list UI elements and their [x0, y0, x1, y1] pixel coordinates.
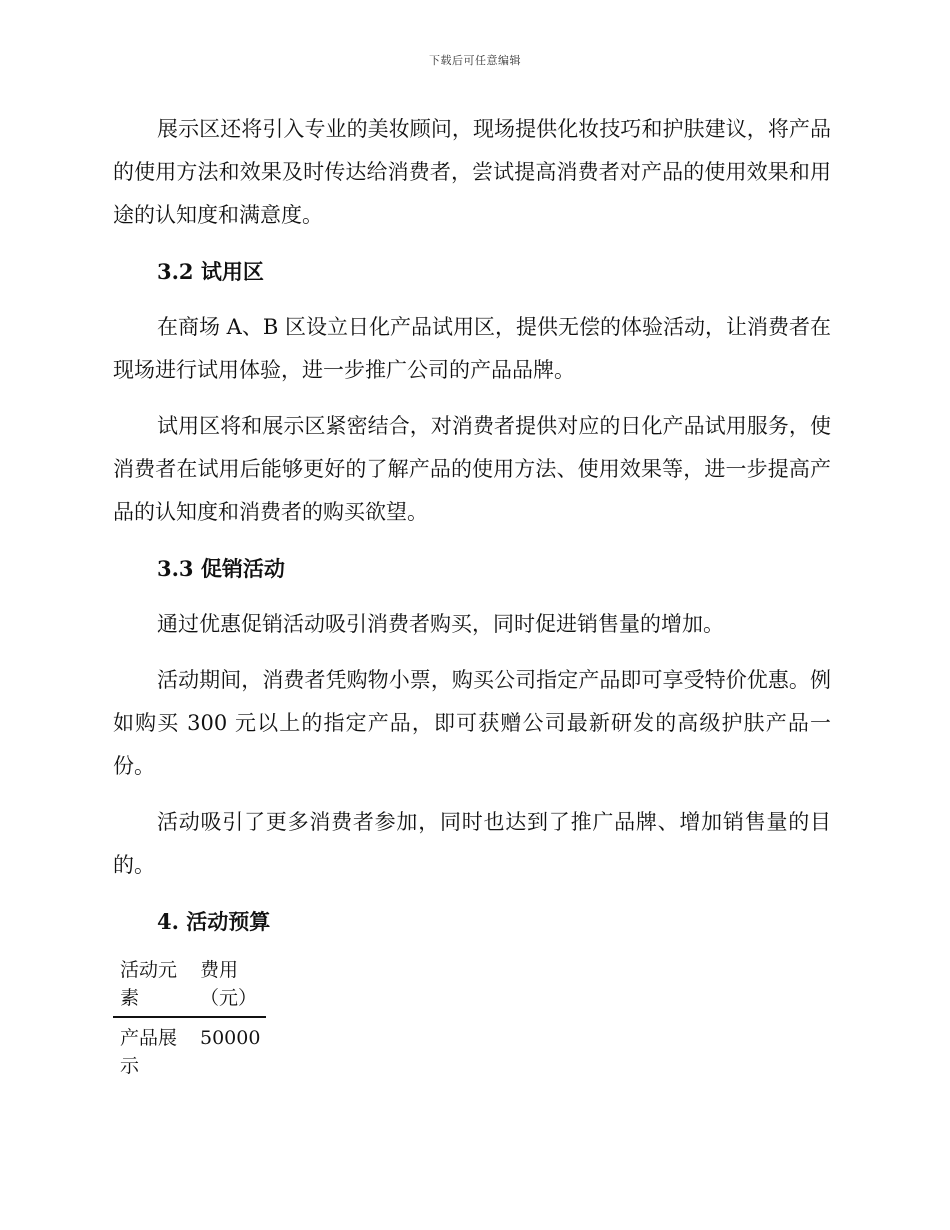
section-heading-budget: 4. 活动预算: [157, 909, 271, 934]
budget-table-header-row: [113, 956, 266, 1017]
table-row: [113, 1017, 266, 1080]
budget-header-cost: 费用（元）: [193, 956, 266, 1017]
paragraph-trial-service: 试用区将和展示区紧密结合，对消费者提供对应的日化产品试用服务，使消费者在试用后能够更好的了解产品的使用方法、使用效果等，进一步提高产品的认知度和消费者的购买欲望。: [113, 414, 831, 524]
paragraph-promotion-details: 活动期间，消费者凭购物小票，购买公司指定产品即可享受特价优惠。例如购买 300 元以上的指定产品，即可获赠公司最新研发的高级护肤产品一份。: [113, 668, 831, 778]
paragraph-trial-setup: 在商场 A、B 区设立日化产品试用区，提供无偿的体验活动，让消费者在现场进行试用体验，进一步推广公司的产品品牌。: [113, 315, 831, 382]
budget-header-element: 活动元素: [113, 956, 193, 1017]
budget-table: [113, 956, 266, 1080]
budget-cell-cost: 50000: [200, 1027, 261, 1049]
paragraph-promotion-result: 活动吸引了更多消费者参加，同时也达到了推广品牌、增加销售量的目的。: [113, 810, 831, 877]
document-body: [113, 108, 831, 1080]
page-header-note: 下载后可任意编辑: [429, 54, 521, 67]
section-heading-promotion: 3.3 促销活动: [157, 556, 285, 581]
paragraph-display-consultant: 展示区还将引入专业的美妆顾问，现场提供化妆技巧和护肤建议，将产品的使用方法和效果及时传达给消费者，尝试提高消费者对产品的使用效果和用途的认知度和满意度。: [113, 117, 831, 227]
budget-cell-element: 产品展示: [120, 1027, 178, 1077]
section-heading-trial-area: 3.2 试用区: [157, 259, 264, 284]
paragraph-promotion-intro: 通过优惠促销活动吸引消费者购买，同时促进销售量的增加。: [157, 612, 724, 636]
